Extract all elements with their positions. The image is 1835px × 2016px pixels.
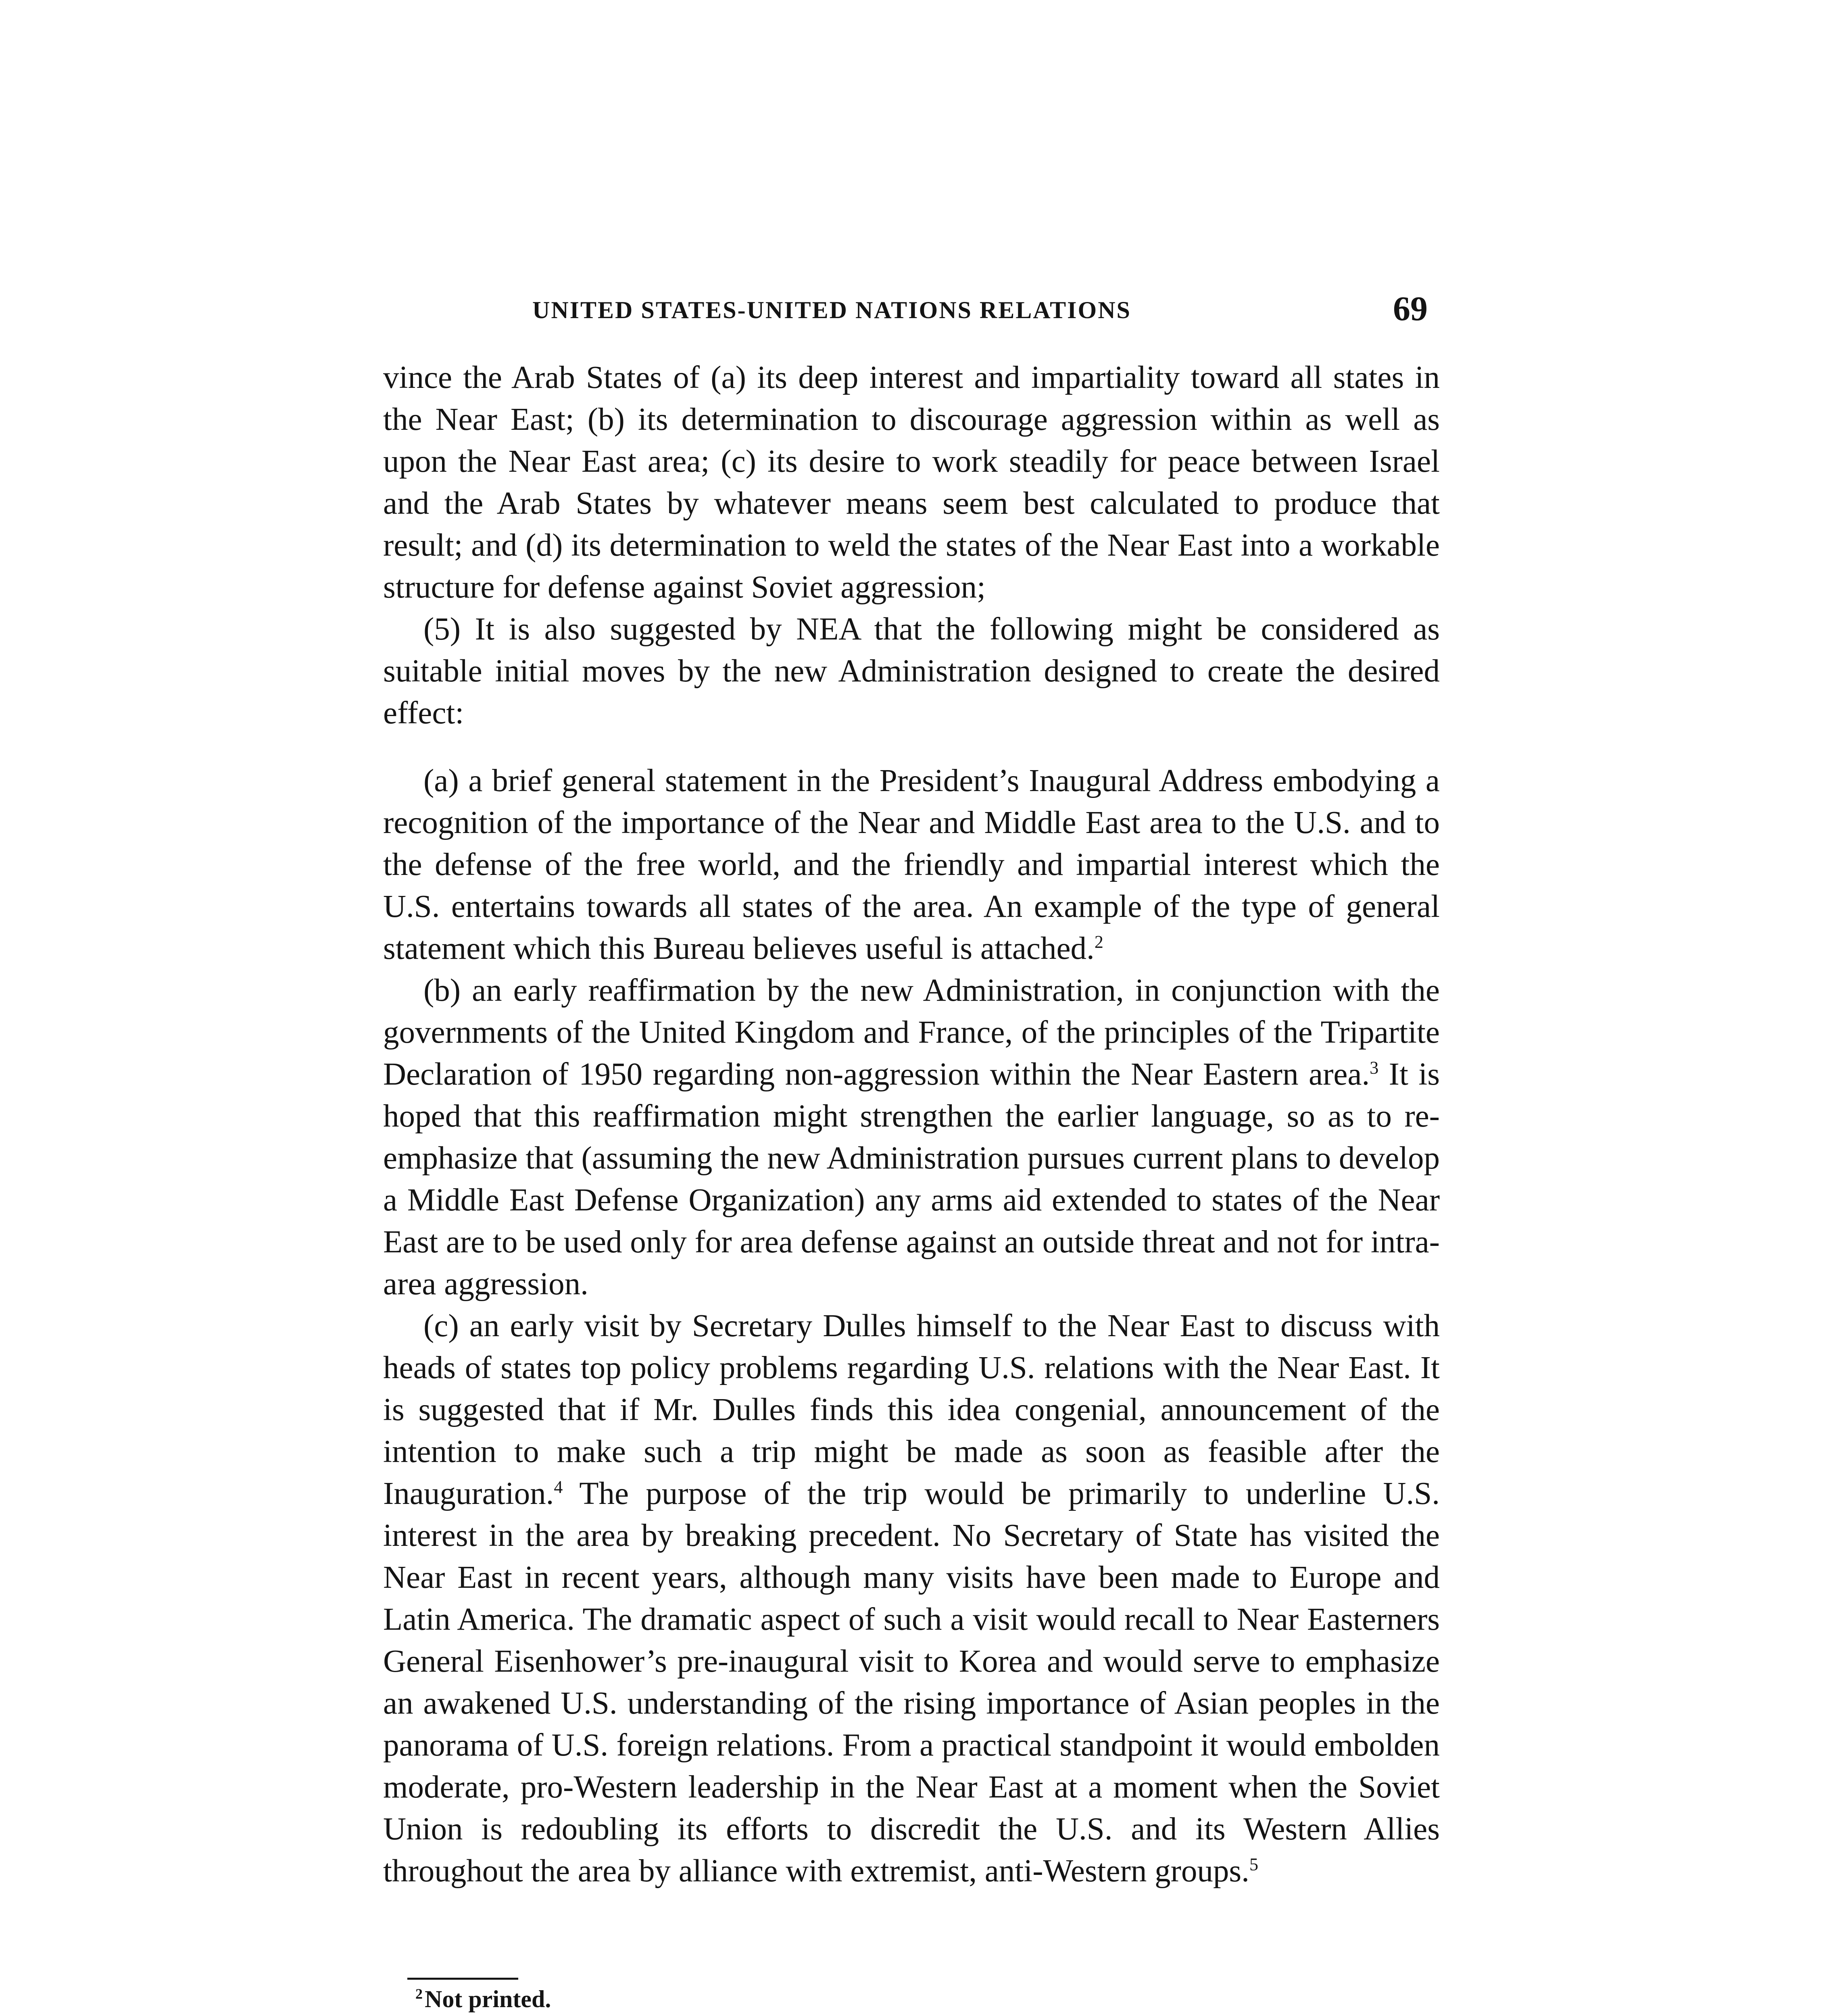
item-b-text-1: (b) an early reaffirmation by the new Administration, in conjunction with the governments of the United Kingdom and France, of the principles of the Tripartite Declaration of 1950 regarding non-aggression within the Near Eastern area. bbox=[383, 973, 1440, 1092]
item-c-text-2: The purpose of the trip would be primarily to underline U.S. interest in the area by breaking precedent. No Secretary of State has visited the Near East in recent years, although many visits have been made to Europe and Latin America. The dramatic aspect of such a visit would recall to Near Easterners General Eisenhower’s pre-inaugural visit to Korea and would serve to emphasize an awakened U.S. understanding of the rising importance of Asian peoples in the panorama of U.S. foreign relations. From a practical standpoint it would embolden moderate, pro-Western leadership in the Near East at a moment when the Soviet Union is redoubling its efforts to discredit the U.S. and its Western Allies throughout the area by alliance with extremist, anti-Western groups. bbox=[383, 1476, 1440, 1889]
paragraph-continuation: vince the Arab States of (a) its deep interest and impartiality toward all states in the Near East; (b) its determination to discourage aggression within as well as upon the Near East area; (c) its desire to work steadily for peace between Israel and the Arab States by whatever means seem best calculated to produce that result; and (d) its determination to weld the states of the Near East into a workable structure for defense against Soviet aggression; bbox=[383, 360, 1440, 605]
item-b bbox=[383, 970, 1440, 1305]
item-a-text: (a) a brief general statement in the President’s Inaugural Address embodying a recognition of the importance of the Near and Middle East area to the U.S. and to the defense of the free world, and the friendly and impartial interest which the U.S. entertains towards all states of the area. An example of the type of general statement which this Bureau believes useful is attached. bbox=[383, 763, 1440, 966]
footnote-text: Not printed. bbox=[425, 1986, 551, 2012]
footnote-ref-3: 3 bbox=[1370, 1058, 1379, 1078]
footnote-ref-5: 5 bbox=[1249, 1854, 1258, 1874]
item-b-text-2: It is hoped that this reaffirmation might strengthen the earlier language, so as to re-emphasize that (assuming the new Administration pursues current plans to develop a Middle East Defense Organization) any arms aid extended to states of the Near East are to be used only for area defense against an outside threat and not for intra-area aggression. bbox=[383, 1057, 1440, 1302]
page-header bbox=[383, 288, 1440, 337]
footnote-3 bbox=[383, 2014, 1440, 2016]
running-head: UNITED STATES-UNITED NATIONS RELATIONS bbox=[532, 297, 1131, 323]
footnote-ref-2: 2 bbox=[1094, 932, 1103, 952]
body-text bbox=[383, 357, 1440, 1892]
footnotes bbox=[383, 1984, 1440, 2016]
footnote-divider bbox=[407, 1978, 518, 1980]
footnote-2 bbox=[383, 1984, 1440, 2014]
footnote-ref-4: 4 bbox=[554, 1477, 563, 1497]
item-a bbox=[383, 760, 1440, 970]
paragraph-nea-suggestion: (5) It is also suggested by NEA that the following might be considered as suitable initial moves by the new Administration designed to create the desired effect: bbox=[383, 612, 1440, 731]
item-c-text-1: (c) an early visit by Secretary Dulles himself to the Near East to discuss with heads of states top policy problems regarding U.S. relations with the Near East. It is suggested that if Mr. Dulles finds this idea congenial, announcement of the intention to make such a trip might be made as soon as feasible after the Inauguration. bbox=[383, 1308, 1440, 1511]
footnote-mark: 2 bbox=[415, 1986, 423, 2002]
item-c bbox=[383, 1305, 1440, 1892]
page-number: 69 bbox=[1393, 289, 1428, 328]
